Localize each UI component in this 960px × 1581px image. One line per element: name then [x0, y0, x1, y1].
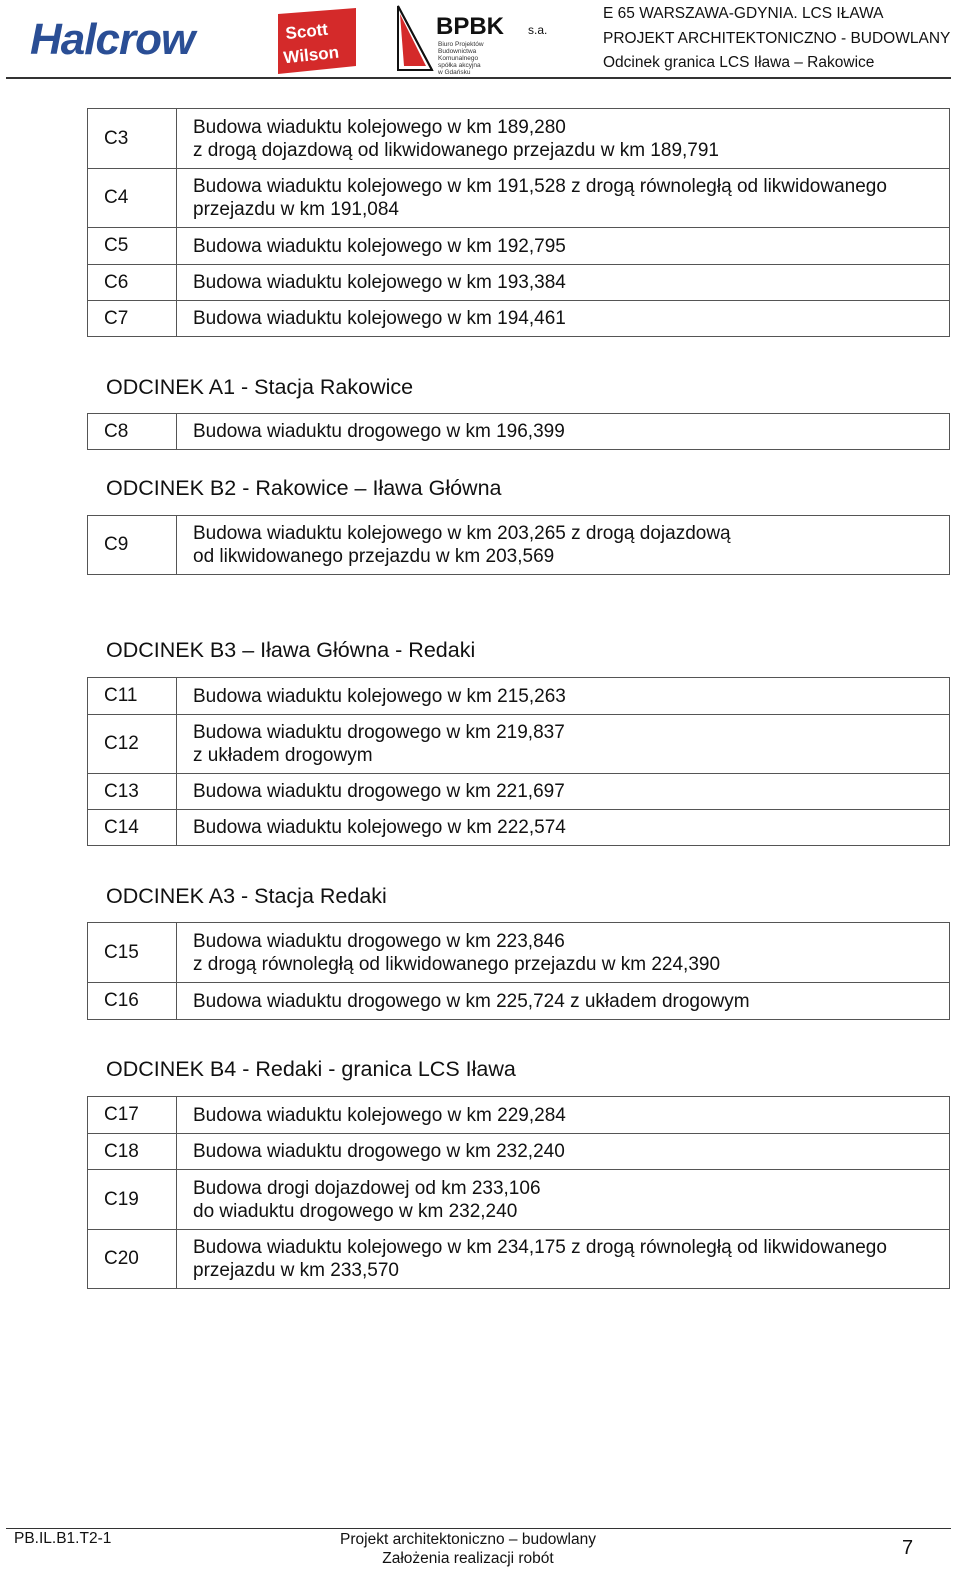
objects-table [87, 108, 950, 337]
object-description: Budowa wiaduktu kolejowego w km 192,795 [193, 235, 566, 257]
section-title: ODCINEK B2 - Rakowice – Iława Główna [106, 476, 502, 500]
object-code: C13 [88, 774, 177, 809]
scott-wilson-logo [276, 6, 358, 76]
object-description: Budowa wiaduktu kolejowego w km 234,175 z drogą równoległą od likwidowanego przejazdu w km 233,570 [193, 1237, 887, 1281]
objects-table [87, 515, 950, 575]
object-description: Budowa wiaduktu kolejowego w km 193,384 [193, 272, 566, 293]
bpbk-logo-line: spółka akcyjna [438, 62, 481, 69]
object-description: Budowa wiaduktu kolejowego w km 215,263 [193, 685, 566, 707]
objects-table [87, 413, 950, 450]
footer-divider [6, 1528, 951, 1529]
object-code: C15 [88, 923, 177, 982]
table-row [88, 264, 949, 300]
object-description: Budowa wiaduktu kolejowego w km 194,461 [193, 308, 566, 329]
section-title: ODCINEK A3 - Stacja Redaki [106, 884, 387, 908]
object-description: Budowa wiaduktu drogowego w km 232,240 [193, 1141, 565, 1162]
table-row [88, 227, 949, 264]
objects-table [87, 1096, 950, 1289]
table-row [88, 1133, 949, 1169]
object-description: Budowa drogi dojazdowej od km 233,106 do wiaduktu drogowego w km 232,240 [193, 1177, 541, 1222]
project-section: Odcinek granica LCS Iława – Rakowice [603, 54, 875, 71]
object-code: C7 [88, 301, 177, 336]
document-code: PB.IL.B1.T2-1 [14, 1530, 112, 1547]
bpbk-logo-text: BPBK [436, 13, 505, 40]
object-description: Budowa wiaduktu kolejowego w km 203,265 z drogą dojazdową od likwidowanego przejazdu w km 203,569 [193, 523, 731, 567]
wilson-logo-text: Wilson [282, 42, 340, 68]
document-part: Założenia realizacji robót [382, 1550, 554, 1567]
table-row [88, 1097, 949, 1133]
object-description: Budowa wiaduktu drogowego w km 221,697 [193, 781, 565, 802]
table-row [88, 678, 949, 714]
table-row [88, 300, 949, 336]
table-row [88, 982, 949, 1019]
object-description: Budowa wiaduktu drogowego w km 225,724 z układem drogowym [193, 990, 750, 1012]
object-code: C18 [88, 1134, 177, 1169]
project-type: PROJEKT ARCHITEKTONICZNO - BUDOWLANY [603, 29, 951, 47]
bpbk-logo-line: Komunalnego [438, 55, 479, 62]
table-row [88, 168, 949, 227]
object-description: Budowa wiaduktu drogowego w km 223,846 z drogą równoległą od likwidowanego przejazdu w km 224,390 [193, 930, 721, 975]
halcrow-logo-text: Halcrow [30, 15, 195, 64]
object-description: Budowa wiaduktu kolejowego w km 191,528 z drogą równoległą od likwidowanego przejazdu w km 191,084 [193, 176, 887, 220]
object-code: C4 [88, 169, 177, 227]
object-code: C20 [88, 1230, 177, 1288]
object-description: Budowa wiaduktu kolejowego w km 222,574 [193, 817, 566, 838]
halcrow-logo [28, 8, 228, 68]
object-code: C16 [88, 983, 177, 1019]
object-code: C6 [88, 265, 177, 300]
object-code: C3 [88, 109, 177, 168]
bpbk-logo-line: Budownictwa [438, 48, 477, 55]
table-row [88, 516, 949, 574]
object-code: C17 [88, 1097, 177, 1133]
object-code: C19 [88, 1170, 177, 1229]
table-row [88, 773, 949, 809]
object-code: C11 [88, 678, 177, 714]
scott-logo-text: Scott [284, 19, 329, 44]
object-code: C8 [88, 414, 177, 449]
page-number: 7 [902, 1537, 914, 1559]
header-divider [6, 77, 951, 79]
table-row [88, 1169, 949, 1229]
object-description: Budowa wiaduktu kolejowego w km 229,284 [193, 1104, 566, 1126]
table-row [88, 714, 949, 773]
project-info [603, 2, 953, 76]
page-header [0, 0, 960, 82]
bpbk-logo-suffix: s.a. [528, 23, 548, 37]
object-code: C9 [88, 516, 177, 574]
section-title: ODCINEK B4 - Redaki - granica LCS Iława [106, 1057, 516, 1081]
table-row [88, 923, 949, 982]
bpbk-logo-line: Biuro Projektów [438, 41, 484, 48]
objects-table [87, 677, 950, 846]
document-description [300, 1530, 636, 1568]
object-description: Budowa wiaduktu kolejowego w km 189,280 z drogą dojazdową od likwidowanego przejazdu w km 189,791 [193, 116, 719, 161]
table-row [88, 809, 949, 845]
object-code: C14 [88, 810, 177, 845]
document-type: Projekt architektoniczno – budowlany [340, 1531, 596, 1548]
section-title: ODCINEK B3 – Iława Główna - Redaki [106, 638, 476, 662]
bpbk-logo-line: w Gdańsku [438, 69, 471, 76]
bpbk-logo [396, 4, 566, 76]
object-code: C12 [88, 715, 177, 773]
objects-table [87, 922, 950, 1020]
table-row [88, 414, 949, 449]
object-description: Budowa wiaduktu drogowego w km 219,837 z układem drogowym [193, 722, 565, 766]
object-code: C5 [88, 228, 177, 264]
object-description: Budowa wiaduktu drogowego w km 196,399 [193, 421, 565, 442]
table-row [88, 1229, 949, 1288]
project-road: E 65 WARSZAWA-GDYNIA. LCS IŁAWA [603, 5, 884, 22]
table-row [88, 109, 949, 168]
section-title: ODCINEK A1 - Stacja Rakowice [106, 375, 414, 399]
